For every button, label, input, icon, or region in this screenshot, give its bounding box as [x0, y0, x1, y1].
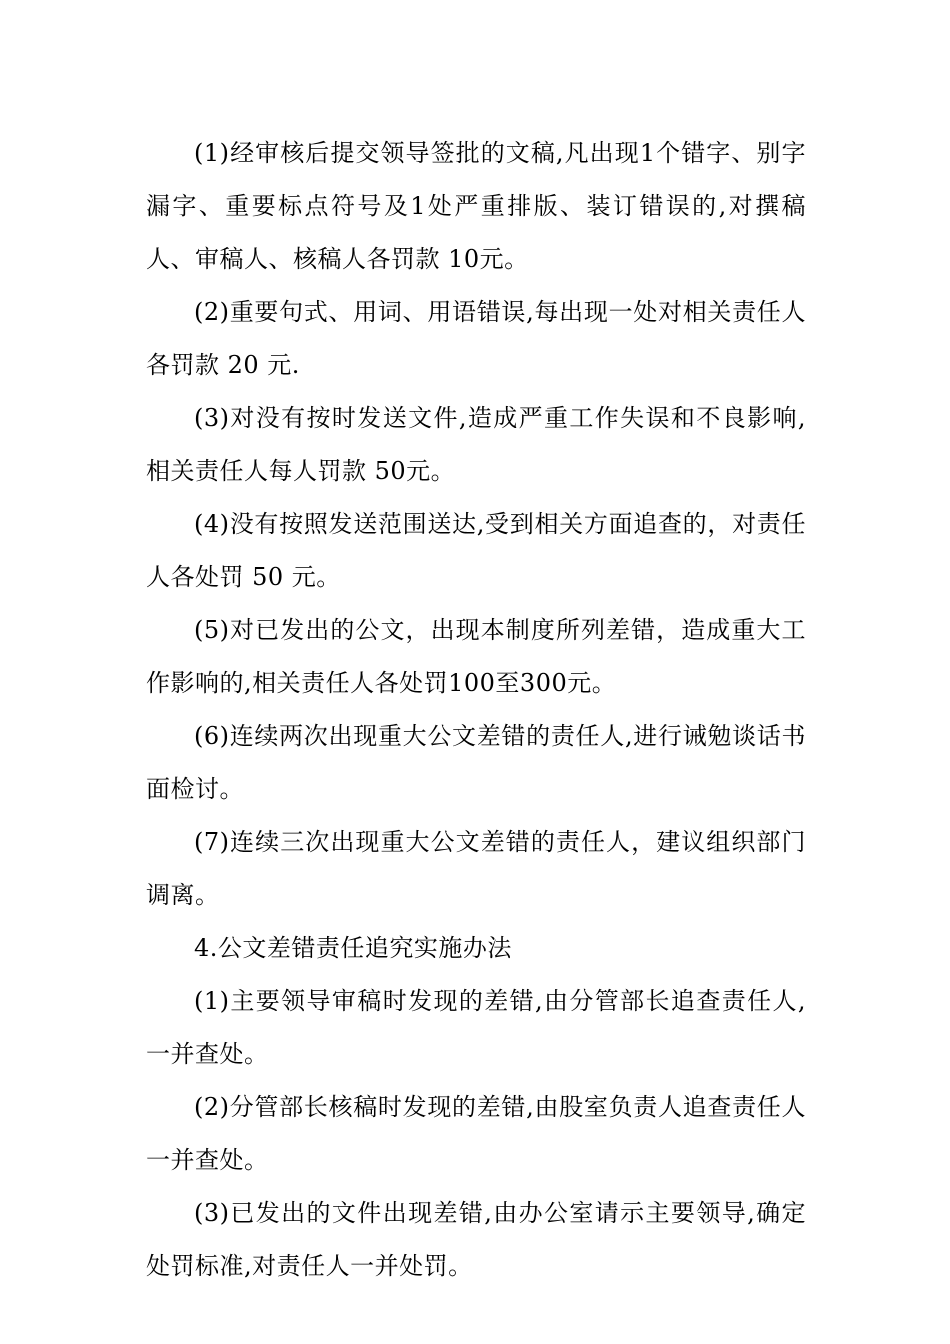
paragraph-procedure-2: (2)分管部长核稿时发现的差错,由股室负责人追查责任人一并查处。: [146, 1093, 806, 1174]
paragraph-penalty-1: (1)经审核后提交领导签批的文稿,凡出现1个错字、别字漏字、重要标点符号及1处严重排版、装订错误的,对撰稿人、审稿人、核稿人各罚款 10元。: [146, 139, 806, 273]
paragraph-procedure-1: (1)主要领导审稿时发现的差错,由分管部长追查责任人,一并查处。: [146, 987, 806, 1068]
document-body: [146, 127, 806, 1293]
paragraph-penalty-6: (6)连续两次出现重大公文差错的责任人,进行诫勉谈话书面检讨。: [146, 722, 806, 803]
paragraph-procedure-3: (3)已发出的文件出现差错,由办公室请示主要领导,确定处罚标准,对责任人一并处罚。: [146, 1199, 806, 1280]
paragraph-penalty-5: (5)对已发出的公文，出现本制度所列差错，造成重大工作影响的,相关责任人各处罚100至300元。: [146, 616, 806, 697]
paragraph-penalty-2: (2)重要句式、用词、用语错误,每出现一处对相关责任人各罚款 20 元.: [146, 298, 806, 379]
section-heading: 4.公文差错责任追究实施办法: [194, 934, 512, 962]
paragraph-penalty-4: (4)没有按照发送范围送达,受到相关方面追查的，对责任人各处罚 50 元。: [146, 510, 806, 591]
paragraph-penalty-7: (7)连续三次出现重大公文差错的责任人，建议组织部门调离。: [146, 828, 806, 909]
paragraph-penalty-3: (3)对没有按时发送文件,造成严重工作失误和不良影响,相关责任人每人罚款 50元。: [146, 404, 806, 485]
